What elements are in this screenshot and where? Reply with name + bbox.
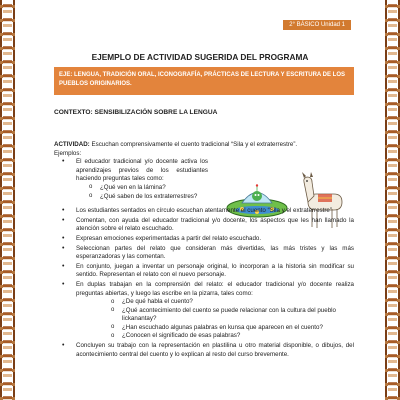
contexto-heading: CONTEXTO: SENSIBILIZACIÓN SOBRE LA LENGUA [54, 109, 218, 116]
activity-line [54, 141, 354, 150]
list-item: • Expresan emociones experimentadas a partir del relato escuchado. [76, 235, 354, 244]
sub-list-item: o ¿Han escuchado algunas palabras en kunsa que aparecen en el cuento? [122, 324, 354, 333]
list-item: • Seleccionan partes del relato que consideran más divertidas, las más tristes y las más esperanzadoras y las comentan. [76, 245, 354, 262]
page-title: EJEMPLO DE ACTIVIDAD SUGERIDA DEL PROGRAMA [91, 52, 309, 62]
sub-list-item: o ¿Qué saben de los extraterrestres? [100, 193, 208, 202]
list-item: • En conjunto, juegan a inventar un personaje original, lo incorporan a la historia sin modificar su sentido. Representan el relato con el nuevo personaje. [76, 263, 354, 280]
activity-content [54, 141, 354, 360]
list-item: • En duplas trabajan en la comprensión del relato: el educador tradicional y/o docente realiza preguntas abiertas, y luego las escribe en la pizarra, tales como: o ¿De qué habla el cuento? o ¿Qué acontecimiento del cuento se puede relacionar con la cultura del pueblo lickanantay? o ¿Han escuchado algunas palabras en kunsa que aparecen en el cuento? o ¿Conocen el significado de esas palabras? [76, 281, 354, 341]
list-item: • Los estudiantes sentados en círculo escuchan atentamente el cuento “Sila y el extraterrestre” [76, 207, 354, 216]
sub-list-item: o ¿Qué ven en la lámina? [100, 184, 208, 193]
eje-banner: EJE: LENGUA, TRADICIÓN ORAL, ICONOGRAFÍA, PRÁCTICAS DE LECTURA Y ESCRITURA DE LOS PUEBLOS ORIGINARIOS. [54, 67, 354, 95]
sub-list-item: o ¿Qué acontecimiento del cuento se puede relacionar con la cultura del pueblo lickanantay? [122, 307, 354, 324]
sub-list-item: o ¿Conocen el significado de esas palabras? [122, 332, 354, 341]
list-item: • Comentan, con ayuda del educador tradicional y/o docente, los aspectos que les han llamado la atención sobre el relato escuchado. [76, 217, 354, 234]
list-item: • El educador tradicional y/o docente activa los aprendizajes previos de los estudiantes haciendo preguntas tales como: o ¿Qué ven en la lámina? o ¿Qué saben de los extraterrestres? [76, 158, 208, 201]
activity-text: Escuchan comprensivamente el cuento tradicional “Sila y el extraterrestre”. [91, 141, 298, 148]
examples-list [54, 158, 354, 359]
activity-label: ACTIVIDAD: [54, 141, 90, 148]
sub-list [76, 184, 208, 201]
list-item: • Concluyen su trabajo con la representación en plastilina u otro material disponible, o dibujos, del acontecimiento central del cuento y lo explican al resto del curso brevemente. [76, 342, 354, 359]
examples-label: Ejemplos: [54, 149, 82, 157]
sub-list [76, 298, 354, 341]
sub-list-item: o ¿De qué habla el cuento? [122, 298, 354, 307]
unit-badge: 2° BÁSICO Unidad 1 [283, 20, 351, 30]
